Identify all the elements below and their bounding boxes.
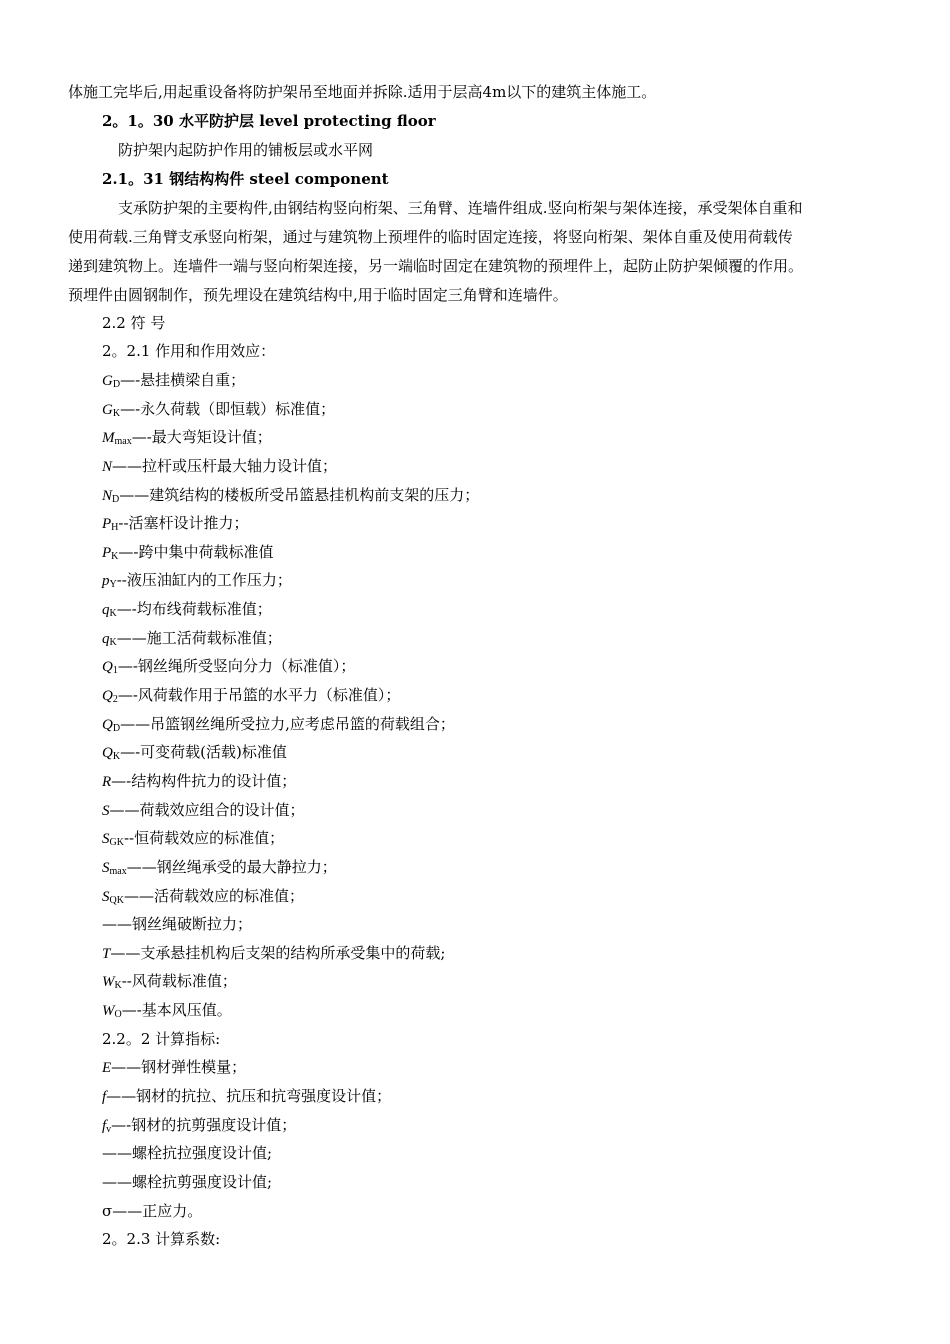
paragraph-line: 使用荷载.三角臂支承竖向桁架，通过与建筑物上预埋件的临时固定连接，将竖向桁架、架体自重及使用荷载传	[68, 228, 793, 246]
index-definition	[102, 1201, 202, 1226]
symbol-definition	[102, 914, 252, 939]
symbol-description: ——吊篮钢丝绳所受拉力,应考虑吊篮的荷载组合；	[120, 715, 455, 733]
subsection-heading-2-2-2: 2.2。2 计算指标:	[102, 1030, 221, 1048]
section-heading-2-1-30: 2。1。30 水平防护层 level protecting floor	[102, 112, 436, 130]
paragraph-line: 预埋件由圆钢制作，预先埋设在建筑结构中,用于临时固定三角臂和连墙件。	[68, 286, 568, 304]
symbol-definition	[102, 399, 335, 424]
symbol-subscript: v	[106, 1124, 112, 1135]
symbol-description: ——活荷载效应的标准值；	[123, 887, 304, 905]
symbol: Q	[102, 717, 113, 733]
symbol-description: ——建筑结构的楼板所受吊篮悬挂机构前支架的压力；	[119, 486, 480, 504]
symbol-definition	[102, 542, 273, 567]
symbol-subscript: D	[112, 379, 121, 390]
symbol-description: —-可变荷载(活载)标准值	[120, 743, 287, 761]
symbol-description: --液压油缸内的工作压力；	[116, 571, 292, 589]
symbol-definition	[102, 656, 355, 681]
symbol: S	[102, 860, 110, 876]
symbol: M	[102, 430, 115, 446]
symbol: S	[102, 831, 110, 847]
symbol: P	[102, 545, 112, 561]
symbol-description: —-均布线荷载标准值；	[116, 600, 272, 618]
index-description: ——钢材的抗拉、抗压和抗弯强度设计值；	[106, 1087, 392, 1105]
symbol-description: ——施工活荷载标准值；	[116, 629, 282, 647]
symbol: f	[102, 1118, 107, 1134]
symbol-definition	[102, 771, 296, 796]
symbol: W	[102, 1003, 115, 1019]
symbol: G	[102, 373, 113, 389]
symbol-description: —-钢丝绳所受竖向分力（标准值）；	[117, 657, 356, 675]
index-description: ——钢材弹性模量；	[111, 1058, 247, 1076]
symbol-subscript: K	[109, 637, 117, 648]
symbol-definition	[102, 828, 284, 853]
subsection-heading-2-2-1: 2。2.1 作用和作用效应：	[102, 342, 276, 360]
paragraph-line: 支承防护架的主要构件,由钢结构竖向桁架、三角臂、连墙件组成.竖向桁架与架体连接，承受架体自重和	[118, 199, 803, 217]
symbol-subscript: K	[112, 751, 121, 762]
section-heading-2-1-31: 2.1。31 钢结构构件 steel component	[102, 170, 389, 188]
symbol: R	[102, 774, 112, 790]
symbol-definition	[102, 370, 245, 395]
symbol-description: --风荷载标准值；	[121, 972, 237, 990]
symbol-subscript: Y	[109, 579, 117, 590]
symbol: Q	[102, 659, 113, 675]
symbol: P	[102, 516, 112, 532]
symbol-subscript: D	[112, 494, 120, 505]
symbol-subscript: 1	[112, 665, 118, 676]
symbol: q	[102, 602, 110, 618]
symbol-definition	[102, 714, 455, 739]
symbol-description: —-基本风压值。	[121, 1001, 232, 1019]
symbol: N	[102, 488, 113, 504]
symbol-description: —-结构构件抗力的设计值；	[111, 772, 297, 790]
symbol: Q	[102, 688, 113, 704]
symbol-subscript: K	[111, 551, 119, 562]
index-definition	[102, 1143, 272, 1168]
subsection-heading-2-2-3: 2。2.3 计算系数:	[102, 1230, 221, 1248]
index-definition	[102, 1086, 391, 1111]
symbol: f	[102, 1089, 107, 1105]
symbol-definition	[102, 513, 249, 538]
symbol: E	[102, 1060, 112, 1076]
index-description: σ——正应力。	[102, 1202, 203, 1220]
symbol-subscript: D	[112, 723, 121, 734]
symbol-description: ——支承悬挂机构后支架的结构所承受集中的荷载;	[110, 944, 446, 962]
symbol-description: —-悬挂横梁自重；	[120, 371, 246, 389]
symbol-definition	[102, 628, 282, 653]
symbol: G	[102, 402, 113, 418]
symbol-description: ——拉杆或压杆最大轴力设计值；	[112, 457, 338, 475]
symbol-description: --活塞杆设计推力；	[118, 514, 249, 532]
symbol-definition	[102, 800, 305, 825]
symbol: S	[102, 803, 110, 819]
intro-line: 体施工完毕后,用起重设备将防护架吊至地面并拆除.适用于层高4m以下的建筑主体施工。	[68, 83, 657, 101]
symbol-subscript: QK	[109, 895, 124, 906]
symbol-subscript: GK	[109, 837, 124, 848]
symbol-subscript: O	[114, 1009, 122, 1020]
symbol-definition	[102, 971, 237, 996]
symbol-description: —-最大弯矩设计值；	[131, 428, 272, 446]
symbol-description: ——荷载效应组合的设计值；	[109, 801, 305, 819]
symbol-definition	[102, 427, 272, 452]
index-description: ——螺栓抗剪强度设计值;	[102, 1173, 273, 1191]
symbol: T	[102, 946, 111, 962]
symbol-description: --恒荷载效应的标准值；	[123, 829, 285, 847]
symbol-definition	[102, 685, 400, 710]
section-heading-2-2: 2.2 符 号	[102, 314, 166, 332]
symbol-subscript: K	[112, 408, 121, 419]
symbol-description: —-永久荷载（即恒载）标准值；	[120, 400, 336, 418]
symbol-description: —-跨中集中荷载标准值	[118, 543, 274, 561]
symbol-subscript: K	[114, 980, 122, 991]
symbol-definition	[102, 456, 337, 481]
symbol-definition	[102, 886, 304, 911]
symbol: Q	[102, 745, 113, 761]
symbol: W	[102, 974, 115, 990]
symbol-definition	[102, 485, 479, 510]
index-definition	[102, 1172, 272, 1197]
symbol-subscript: max	[114, 436, 132, 447]
symbol: N	[102, 459, 113, 475]
symbol-subscript: K	[109, 608, 117, 619]
symbol-subscript: H	[111, 522, 119, 533]
symbol-subscript: 2	[112, 694, 118, 705]
symbol-definition	[102, 1000, 232, 1025]
symbol-definition	[102, 570, 292, 595]
paragraph-line: 递到建筑物上。连墙件一端与竖向桁架连接，另一端临时固定在建筑物的预埋件上，起防止防护架倾覆的作用。	[68, 257, 804, 275]
symbol-definition	[102, 599, 272, 624]
symbol: p	[102, 573, 110, 589]
index-definition	[102, 1057, 246, 1082]
symbol-definition	[102, 742, 287, 767]
symbol-definition	[102, 857, 337, 882]
symbol: q	[102, 631, 110, 647]
index-description: —-钢材的抗剪强度设计值；	[111, 1116, 297, 1134]
section-body-2-1-30: 防护架内起防护作用的铺板层或水平网	[118, 141, 374, 159]
symbol-subscript: max	[109, 866, 127, 877]
symbol-description: ——钢丝绳破断拉力；	[102, 915, 253, 933]
symbol-description: —-风荷载作用于吊篮的水平力（标准值）；	[117, 686, 401, 704]
symbol-definition	[102, 943, 445, 968]
index-description: ——螺栓抗拉强度设计值;	[102, 1144, 273, 1162]
symbol-description: ——钢丝绳承受的最大静拉力；	[126, 858, 337, 876]
symbol: S	[102, 889, 110, 905]
index-definition	[102, 1115, 296, 1140]
